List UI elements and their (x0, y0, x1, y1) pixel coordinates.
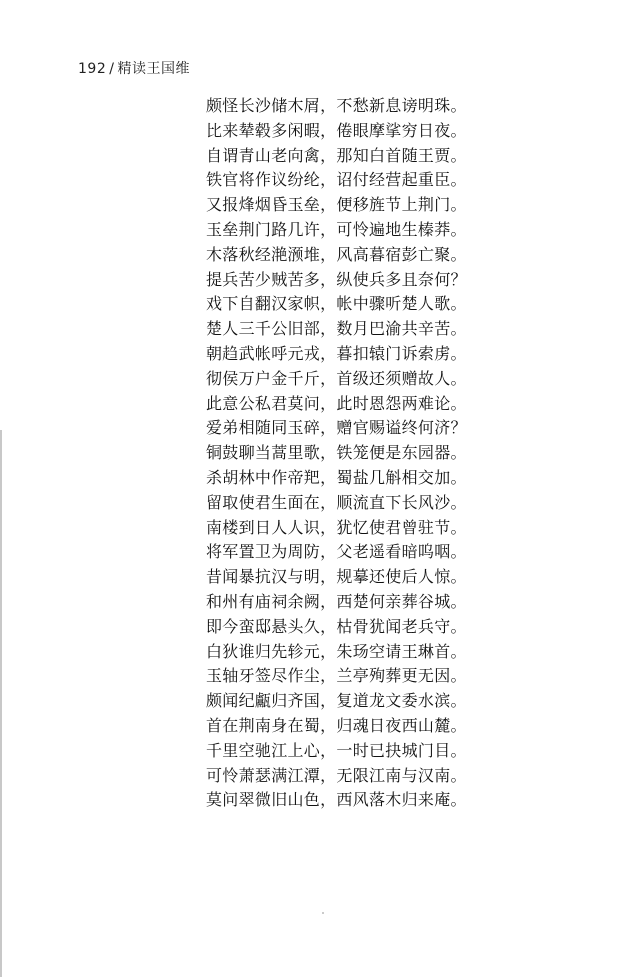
poem-line: 颇闻纪甗归齐国，复道龙文委水滨。 (206, 691, 467, 711)
poem-line: 铁官将作议纷纶，诏付经营起重臣。 (206, 170, 467, 190)
poem-line: 颇怪长沙储木屑，不愁新息谤明珠。 (206, 96, 467, 115)
poem-line: 昔闻暴抗汉与明，规摹还使后人惊。 (206, 567, 467, 587)
page-number: 192 (78, 61, 107, 77)
poem-line: 比来辇毂多闲暇，倦眼摩挲穷日夜。 (206, 120, 467, 140)
poem-line: 爱弟相随同玉碎，赠官赐谥终何济？ (206, 418, 467, 438)
poem-line: 白狄谁归先轸元，朱玚空请王琳首。 (206, 641, 467, 661)
poem-line: 南楼到日人人识，犹忆使君曾驻节。 (206, 517, 467, 537)
poem-line: 又报烽烟昏玉垒，便移旌节上荆门。 (206, 195, 467, 215)
header-separator: / (109, 61, 115, 77)
poem-line: 戏下自翻汉家帜，帐中骤听楚人歌。 (206, 294, 467, 314)
poem-line: 此意公私君莫问，此时恩怨两难论。 (206, 393, 467, 413)
book-title: 精读王国维 (117, 61, 190, 77)
poem-line: 玉轴牙签尽作尘，兰亭殉葬更无因。 (206, 666, 467, 686)
poem-line: 自谓青山老向禽，那知白首随王贾。 (206, 145, 467, 165)
poem-line: 留取使君生面在，顺流直下长风沙。 (206, 492, 467, 512)
poem-line: 首在荆南身在蜀，归魂日夜西山麓。 (206, 715, 467, 735)
poem-line: 提兵苦少贼苦多，纵使兵多且奈何？ (206, 269, 467, 289)
scan-edge-line (0, 430, 2, 977)
poem-line: 杀胡林中作帝羓，蜀盐几斛相交加。 (206, 467, 467, 487)
poem-line: 即今蛮邸悬头久，枯骨犹闻老兵守。 (206, 616, 467, 636)
poem-line: 彻侯万户金千斤，首级还须赠故人。 (206, 368, 467, 388)
poem-line: 将军置卫为周防，父老遥看暗呜咽。 (206, 542, 467, 562)
poem-line: 可怜萧瑟满江潭，无限江南与汉南。 (206, 765, 467, 785)
poem-line: 朝趋武帐呼元戎，暮扣辕门诉索虏。 (206, 343, 467, 363)
poem-line: 和州有庙祠余阙，西楚何亲葬谷城。 (206, 591, 467, 611)
poem-line: 木落秋经滟滪堆，风高暮宿彭亡聚。 (206, 244, 467, 264)
poem-line: 楚人三千公旧部，数月巴渝共辛苦。 (206, 319, 467, 339)
poem-line: 千里空驰江上心，一时已抉城门目。 (206, 740, 467, 760)
running-header (78, 58, 190, 78)
scan-speck (322, 912, 324, 914)
poem-line: 铜鼓聊当蒿里歌，铁笼便是东园器。 (206, 443, 467, 463)
poem-line: 玉垒荆门路几许，可怜遍地生榛莽。 (206, 219, 467, 239)
poem-line: 莫问翠微旧山色，西风落木归来庵。 (206, 790, 467, 810)
poem-text (206, 94, 466, 813)
